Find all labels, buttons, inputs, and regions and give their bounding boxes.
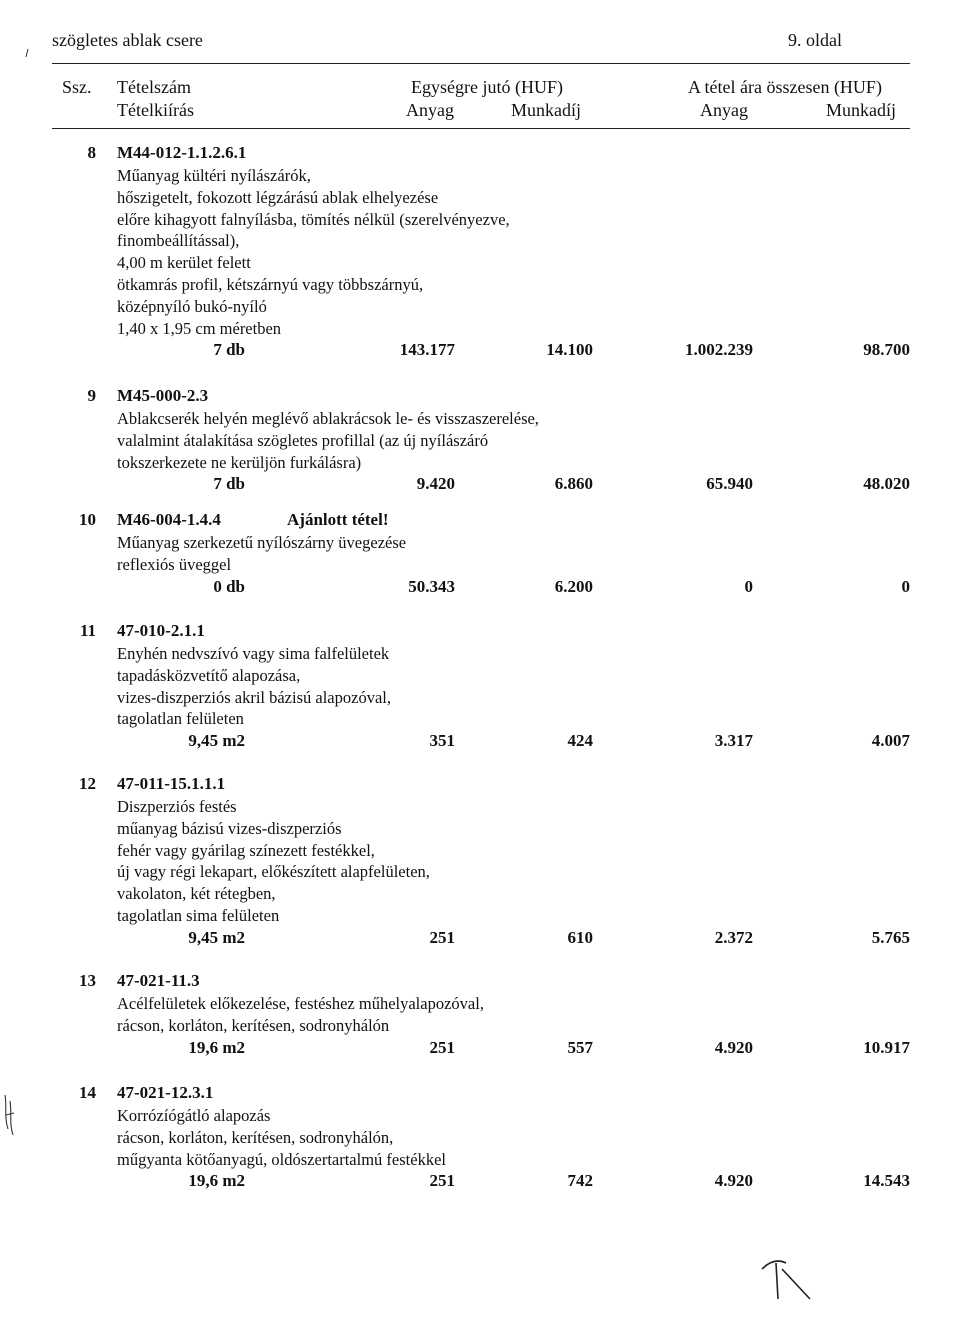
description-line: fehér vagy gyárilag színezett festékkel, bbox=[117, 840, 375, 860]
description-line: középnyíló bukó-nyíló bbox=[117, 296, 267, 316]
description-line: tapadásközvetítő alapozása, bbox=[117, 665, 301, 685]
handwritten-mark bbox=[760, 1255, 820, 1305]
total-material-price: 4.920 bbox=[714, 1171, 753, 1191]
description-line: rácson, korláton, kerítésen, sodronyhálón bbox=[117, 1015, 390, 1035]
description-line: valalmint átalakítása szögletes profillal (az új nyílászáró bbox=[117, 430, 489, 450]
description-line: vakolaton, két rétegben, bbox=[117, 884, 276, 904]
page-header bbox=[52, 30, 842, 56]
unit-labor-price: 742 bbox=[567, 1171, 593, 1191]
total-labor-price: 5.765 bbox=[871, 927, 910, 947]
description-line: finombeállítással), bbox=[117, 231, 240, 251]
total-material-price: 3.317 bbox=[714, 731, 753, 751]
description-line: reflexiós üveggel bbox=[117, 554, 232, 574]
item-number: 8 bbox=[87, 143, 96, 162]
unit-labor-price: 6.200 bbox=[554, 576, 593, 596]
column-header-total-material: Anyag bbox=[700, 100, 748, 120]
unit-labor-price: 14.100 bbox=[546, 340, 593, 360]
column-header-ssz: Ssz. bbox=[62, 77, 92, 97]
item-code: M44-012-1.1.2.6.1 bbox=[117, 143, 247, 162]
item-number: 11 bbox=[79, 621, 96, 640]
unit-material-price: 251 bbox=[429, 1037, 455, 1057]
unit-material-price: 351 bbox=[429, 731, 455, 751]
unit-material-price: 251 bbox=[429, 1171, 455, 1191]
total-material-price: 4.920 bbox=[714, 1037, 753, 1057]
item-code: 47-011-15.1.1.1 bbox=[117, 774, 226, 793]
column-header-total-price: A tétel ára összesen (HUF) bbox=[688, 77, 882, 97]
item-number: 10 bbox=[79, 510, 96, 529]
item-number: 9 bbox=[87, 386, 96, 405]
unit-material-price: 9.420 bbox=[416, 474, 455, 494]
quantity: 7 db bbox=[213, 340, 245, 360]
description-line: Acélfelületek előkezelése, festéshez műhelyalapozóval, bbox=[117, 994, 484, 1013]
recommended-note: Ajánlott tétel! bbox=[287, 510, 389, 529]
description-line: Diszperziós festés bbox=[117, 797, 237, 816]
description-line: tagolatlan felületen bbox=[117, 709, 244, 729]
total-labor-price: 14.543 bbox=[863, 1171, 910, 1191]
header-rule bbox=[52, 63, 910, 64]
description-line: Korrózíógátló alapozás bbox=[117, 1106, 271, 1125]
item-number: 12 bbox=[79, 774, 96, 793]
description-line: előre kihagyott falnyílásba, tömítés nélkül (szerelvényezve, bbox=[117, 209, 510, 229]
item-code: 47-010-2.1.1 bbox=[117, 621, 205, 640]
column-header-unit-price: Egységre jutó (HUF) bbox=[411, 77, 563, 97]
total-material-price: 0 bbox=[744, 576, 753, 596]
description-line: vizes-diszperziós akril bázisú alapozóval, bbox=[117, 687, 391, 707]
description-line: 4,00 m kerület felett bbox=[117, 253, 251, 273]
quantity: 19,6 m2 bbox=[188, 1037, 245, 1057]
unit-labor-price: 610 bbox=[567, 927, 593, 947]
description-line: tokszerkezete ne kerüljön furkálásra) bbox=[117, 452, 362, 472]
item-number: 13 bbox=[79, 971, 96, 990]
description-line: Műanyag kültéri nyílászárók, bbox=[117, 166, 311, 185]
description-line: Műanyag szerkezetű nyílószárny üvegezése bbox=[117, 533, 407, 552]
unit-labor-price: 424 bbox=[567, 731, 593, 751]
description-line: 1,40 x 1,95 cm méretben bbox=[117, 318, 282, 338]
total-material-price: 65.940 bbox=[706, 474, 753, 494]
quantity: 9,45 m2 bbox=[188, 731, 245, 751]
column-header-total-labor: Munkadíj bbox=[826, 100, 896, 120]
description-line: ötkamrás profil, kétszárnyú vagy többszárnyú, bbox=[117, 275, 424, 294]
unit-material-price: 251 bbox=[429, 927, 455, 947]
column-header-unit-material: Anyag bbox=[406, 100, 454, 120]
document-title: szögletes ablak csere bbox=[52, 30, 203, 50]
column-header-unit-labor: Munkadíj bbox=[511, 100, 581, 120]
description-line: tagolatlan sima felületen bbox=[117, 906, 280, 925]
total-labor-price: 10.917 bbox=[863, 1037, 910, 1057]
total-labor-price: 0 bbox=[901, 576, 910, 596]
total-labor-price: 48.020 bbox=[863, 474, 910, 494]
quantity: 7 db bbox=[213, 474, 245, 494]
page-number: 9. oldal bbox=[788, 30, 842, 50]
description-line: Ablakcserék helyén meglévő ablakrácsok le- és visszaszerelése, bbox=[117, 409, 539, 428]
description-line: Enyhén nedvszívó vagy sima falfelületek bbox=[117, 644, 390, 663]
quantity: 0 db bbox=[213, 576, 245, 596]
total-labor-price: 98.700 bbox=[863, 340, 910, 360]
description-line: hőszigetelt, fokozott légzárású ablak elhelyezése bbox=[117, 187, 439, 207]
total-labor-price: 4.007 bbox=[871, 731, 910, 751]
unit-labor-price: 6.860 bbox=[554, 474, 593, 494]
description-line: rácson, korláton, kerítésen, sodronyhálón, bbox=[117, 1127, 394, 1147]
item-code: 47-021-11.3 bbox=[117, 971, 200, 990]
item-code: M45-000-2.3 bbox=[117, 386, 209, 405]
unit-labor-price: 557 bbox=[567, 1037, 593, 1057]
quantity: 19,6 m2 bbox=[188, 1171, 245, 1191]
column-header-rule bbox=[52, 128, 910, 129]
pen-mark bbox=[24, 48, 30, 58]
column-header-tetelszam: Tételszám bbox=[117, 77, 191, 97]
column-header-tetelkiiras: Tételkiírás bbox=[117, 100, 194, 120]
item-number: 14 bbox=[79, 1083, 96, 1102]
description-line: műanyag bázisú vizes-diszperziós bbox=[117, 818, 342, 838]
unit-material-price: 143.177 bbox=[399, 340, 455, 360]
description-line: új vagy régi lekapart, előkészített alapfelületen, bbox=[117, 862, 430, 882]
description-line: műgyanta kötőanyagú, oldószertartalmú festékkel bbox=[117, 1149, 446, 1169]
item-code: 47-021-12.3.1 bbox=[117, 1083, 214, 1102]
margin-scribble bbox=[2, 1093, 16, 1139]
total-material-price: 1.002.239 bbox=[685, 340, 753, 360]
item-code: M46-004-1.4.4 bbox=[117, 510, 221, 529]
unit-material-price: 50.343 bbox=[408, 576, 455, 596]
total-material-price: 2.372 bbox=[714, 927, 753, 947]
quantity: 9,45 m2 bbox=[188, 927, 245, 947]
